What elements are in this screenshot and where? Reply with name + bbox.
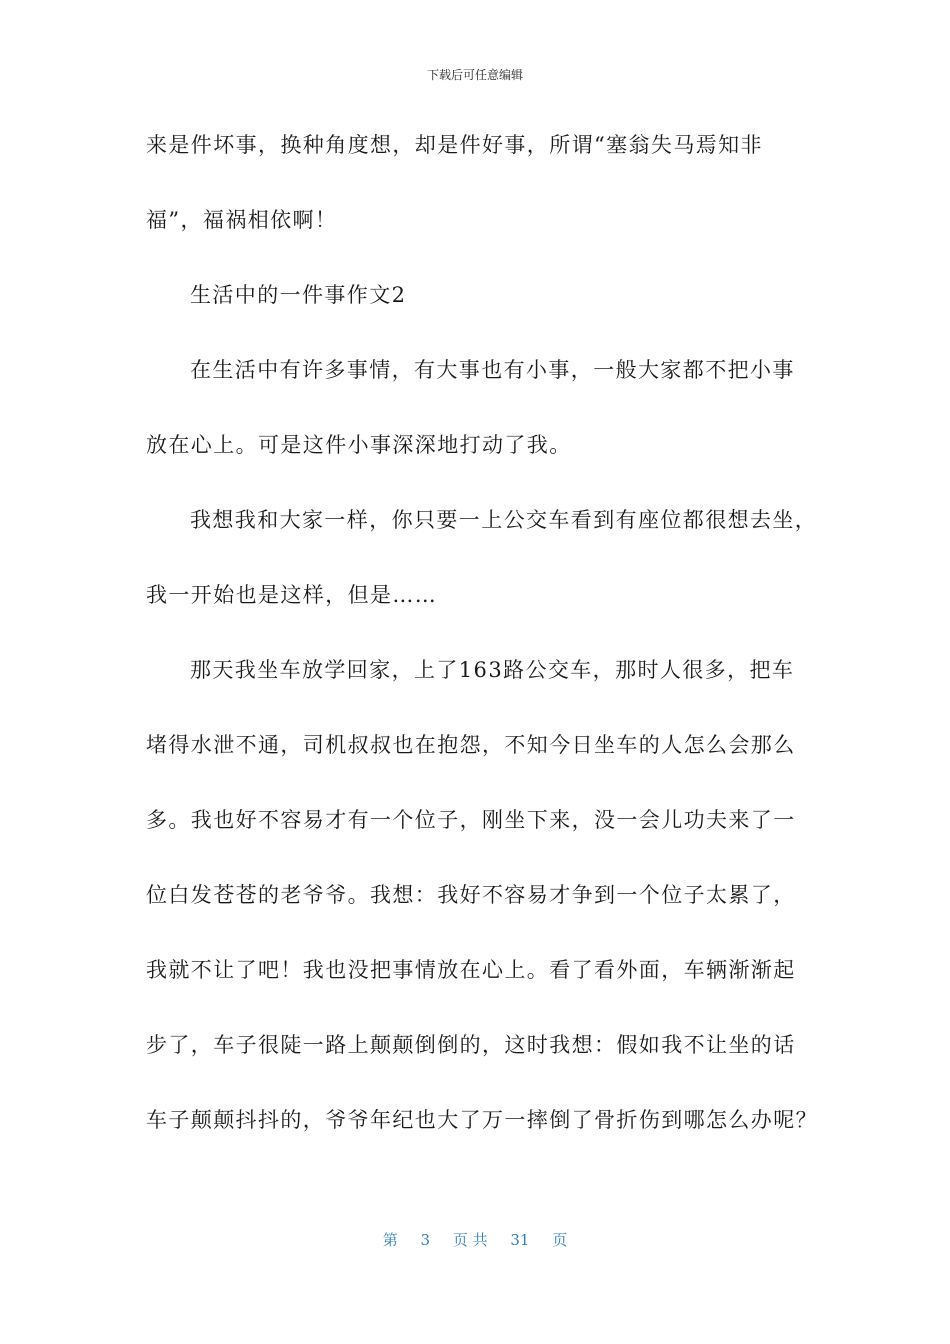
- text-line: 我就不让了吧！我也没把事情放在心上。看了看外面，车辆渐渐起: [146, 958, 796, 982]
- text-line: 福”，福祸相依啊！: [146, 208, 338, 232]
- section-heading: 生活中的一件事作文2: [190, 283, 407, 307]
- text-line: 位白发苍苍的老爷爷。我想：我好不容易才争到一个位子太累了，: [146, 883, 796, 907]
- text-line: 来是件坏事，换种角度想，却是件好事，所谓“塞翁失马焉知非: [146, 133, 763, 157]
- page-header: 下载后可任意编辑: [426, 68, 523, 82]
- page-footer: [0, 1229, 950, 1250]
- total-pages-number: 31: [510, 1231, 530, 1249]
- text-line: 放在心上。可是这件小事深深地打动了我。: [146, 433, 572, 457]
- text-line: 在生活中有许多事情，有大事也有小事，一般大家都不把小事: [190, 358, 795, 382]
- current-page-number: 3: [420, 1231, 431, 1249]
- text-line: 我一开始也是这样，但是……: [146, 583, 438, 607]
- text-line: 多。我也好不容易才有一个位子，刚坐下来，没一会儿功夫来了一: [146, 808, 796, 832]
- text-line: 我想我和大家一样，你只要一上公交车看到有座位都很想去坐，: [190, 508, 818, 532]
- text-line: 步了，车子很陡一路上颠颠倒倒的，这时我想：假如我不让坐的话: [146, 1033, 796, 1057]
- footer-middle: 页 共: [452, 1231, 488, 1249]
- footer-suffix: 页: [552, 1231, 568, 1249]
- text-line: 车子颠颠抖抖的，爷爷年纪也大了万一摔倒了骨折伤到哪怎么办呢？: [146, 1108, 818, 1132]
- text-line: 那天我坐车放学回家，上了163路公交车，那时人很多，把车: [190, 658, 795, 682]
- footer-prefix: 第: [382, 1231, 398, 1249]
- text-line: 堵得水泄不通，司机叔叔也在抱怨，不知今日坐车的人怎么会那么: [146, 733, 796, 757]
